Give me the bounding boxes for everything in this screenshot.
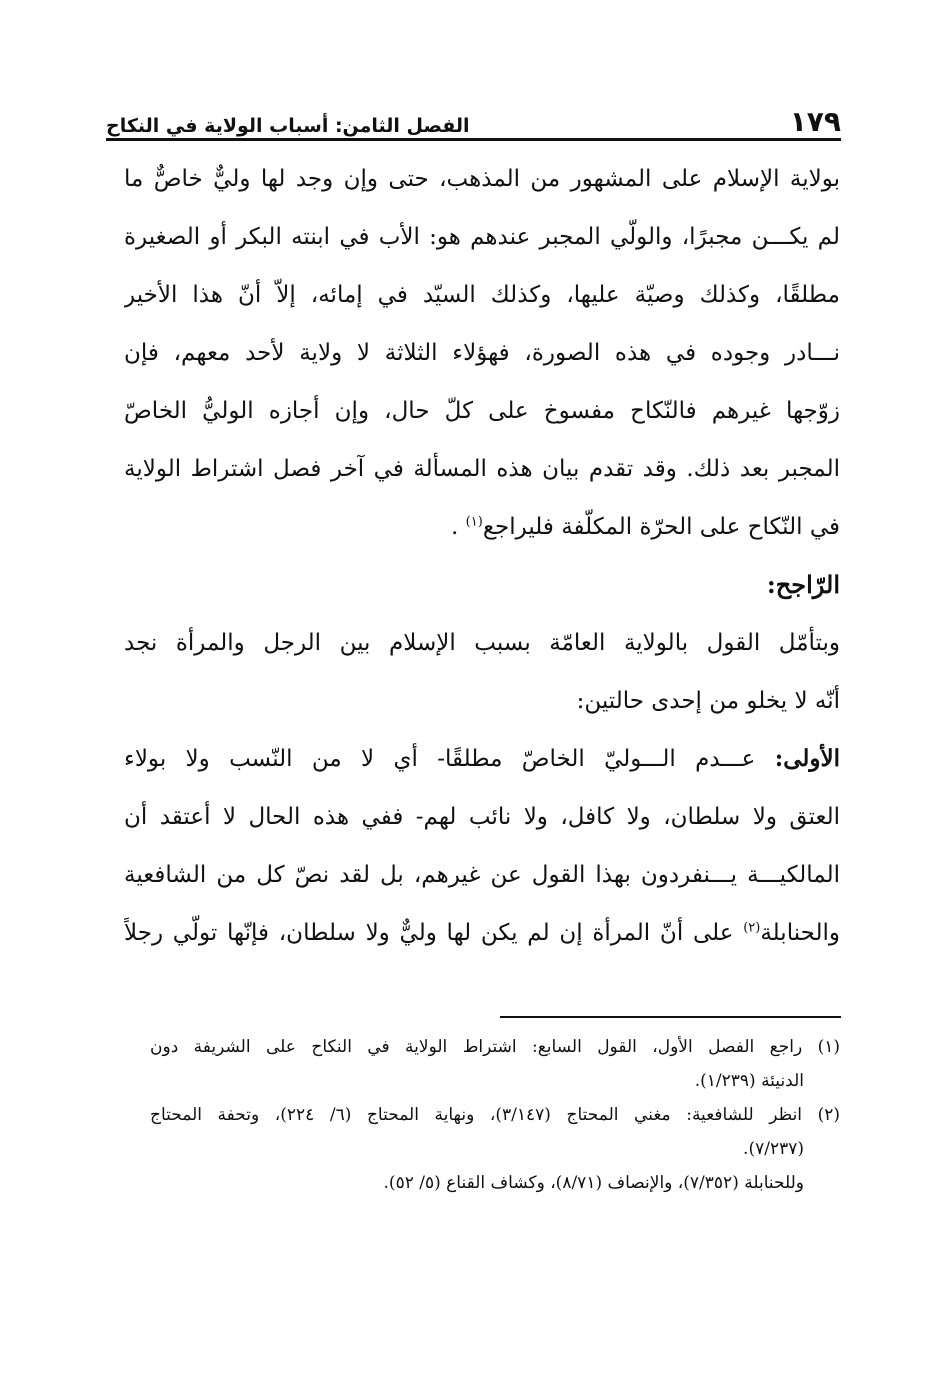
body-line xyxy=(124,730,840,788)
page-number: ١٧٩ xyxy=(789,105,841,138)
body-line-text: في النّكاح على الحرّة المكلّفة فليراجع xyxy=(482,514,840,540)
footnote-ref-1: (١) xyxy=(465,514,483,530)
footnotes xyxy=(150,1030,840,1200)
case-label: الأولى: xyxy=(774,745,840,772)
body-line: المجبر بعد ذلك. وقد تقدم بيان هذه المسألة في آخر فصل اشتراط الولاية xyxy=(124,456,840,482)
footnote-1: (١) راجع الفصل الأول، القول السابع: اشتراط الولاية في النكاح على الشريفة دون xyxy=(150,1037,840,1057)
body-line-text: والحنابلة xyxy=(760,920,840,946)
footnote-ref-2: (٢) xyxy=(743,920,761,936)
body-line: أنّه لا يخلو من إحدى حالتين: xyxy=(576,688,840,714)
body-line xyxy=(124,498,840,556)
body-line: مطلقًا، وكذلك وصيّة عليها، وكذلك السيّد في إمائه، إلاّ أنّ هذا الأخير xyxy=(124,282,840,308)
body-line: العتق ولا سلطان، ولا كافل، ولا نائب لهم- ففي هذه الحال لا أعتقد أن xyxy=(124,804,840,830)
footnote-2: (٢) انظر للشافعية: مغني المحتاج (٣/١٤٧)، ونهاية المحتاج (٦/ ٢٢٤)، وتحفة المحتاج xyxy=(150,1105,840,1125)
footnote-2-cont: وللحنابلة (٧/٣٥٢)، والإنصاف (٨/٧١)، وكشاف القناع (٥/ ٥٢). xyxy=(383,1173,804,1193)
body-line: المالكيـــة يـــنفردون بهذا القول عن غيرهم، بل لقد نصّ كل من الشافعية xyxy=(124,862,840,888)
body-line: بولاية الإسلام على المشهور من المذهب، حتى وإن وجد لها وليٌّ خاصٌّ ما xyxy=(124,166,840,192)
body-line-text: عـــدم الـــوليّ الخاصّ مطلقًا- أي لا من النّسب ولا بولاء xyxy=(124,746,775,772)
header-rule xyxy=(106,138,841,141)
body-line xyxy=(124,904,840,962)
body-line: وبتأمّل القول بالولاية العامّة بسبب الإسلام بين الرجل والمرأة نجد xyxy=(124,630,840,656)
running-title: الفصل الثامن: أسباب الولاية في النكاح xyxy=(106,115,470,137)
footnote-rule xyxy=(500,1016,841,1018)
body-line-end: . xyxy=(451,514,466,540)
page-header xyxy=(106,96,841,136)
footnote-1-cont: الدنيئة (١/٢٣٩). xyxy=(694,1071,804,1091)
footnote-2-cont: (٧/٢٣٧). xyxy=(743,1139,804,1159)
body-line-text: على أنّ المرأة إن لم يكن لها وليٌّ ولا سلطان، فإنّها تولّي رجلاً xyxy=(124,920,744,946)
section-heading: الرّاجح: xyxy=(766,570,840,599)
body-text xyxy=(124,150,840,962)
body-line: لم يكـــن مجبرًا، والولّي المجبر عندهم هو: الأب في ابنته البكر أو الصغيرة xyxy=(124,224,840,250)
body-line: زوّجها غيرهم فالنّكاح مفسوخ على كلّ حال، وإن أجازه الوليُّ الخاصّ xyxy=(124,398,840,424)
body-line: نـــادر وجوده في هذه الصورة، فهؤلاء الثلاثة لا ولاية لأحد معهم، فإن xyxy=(124,340,840,366)
